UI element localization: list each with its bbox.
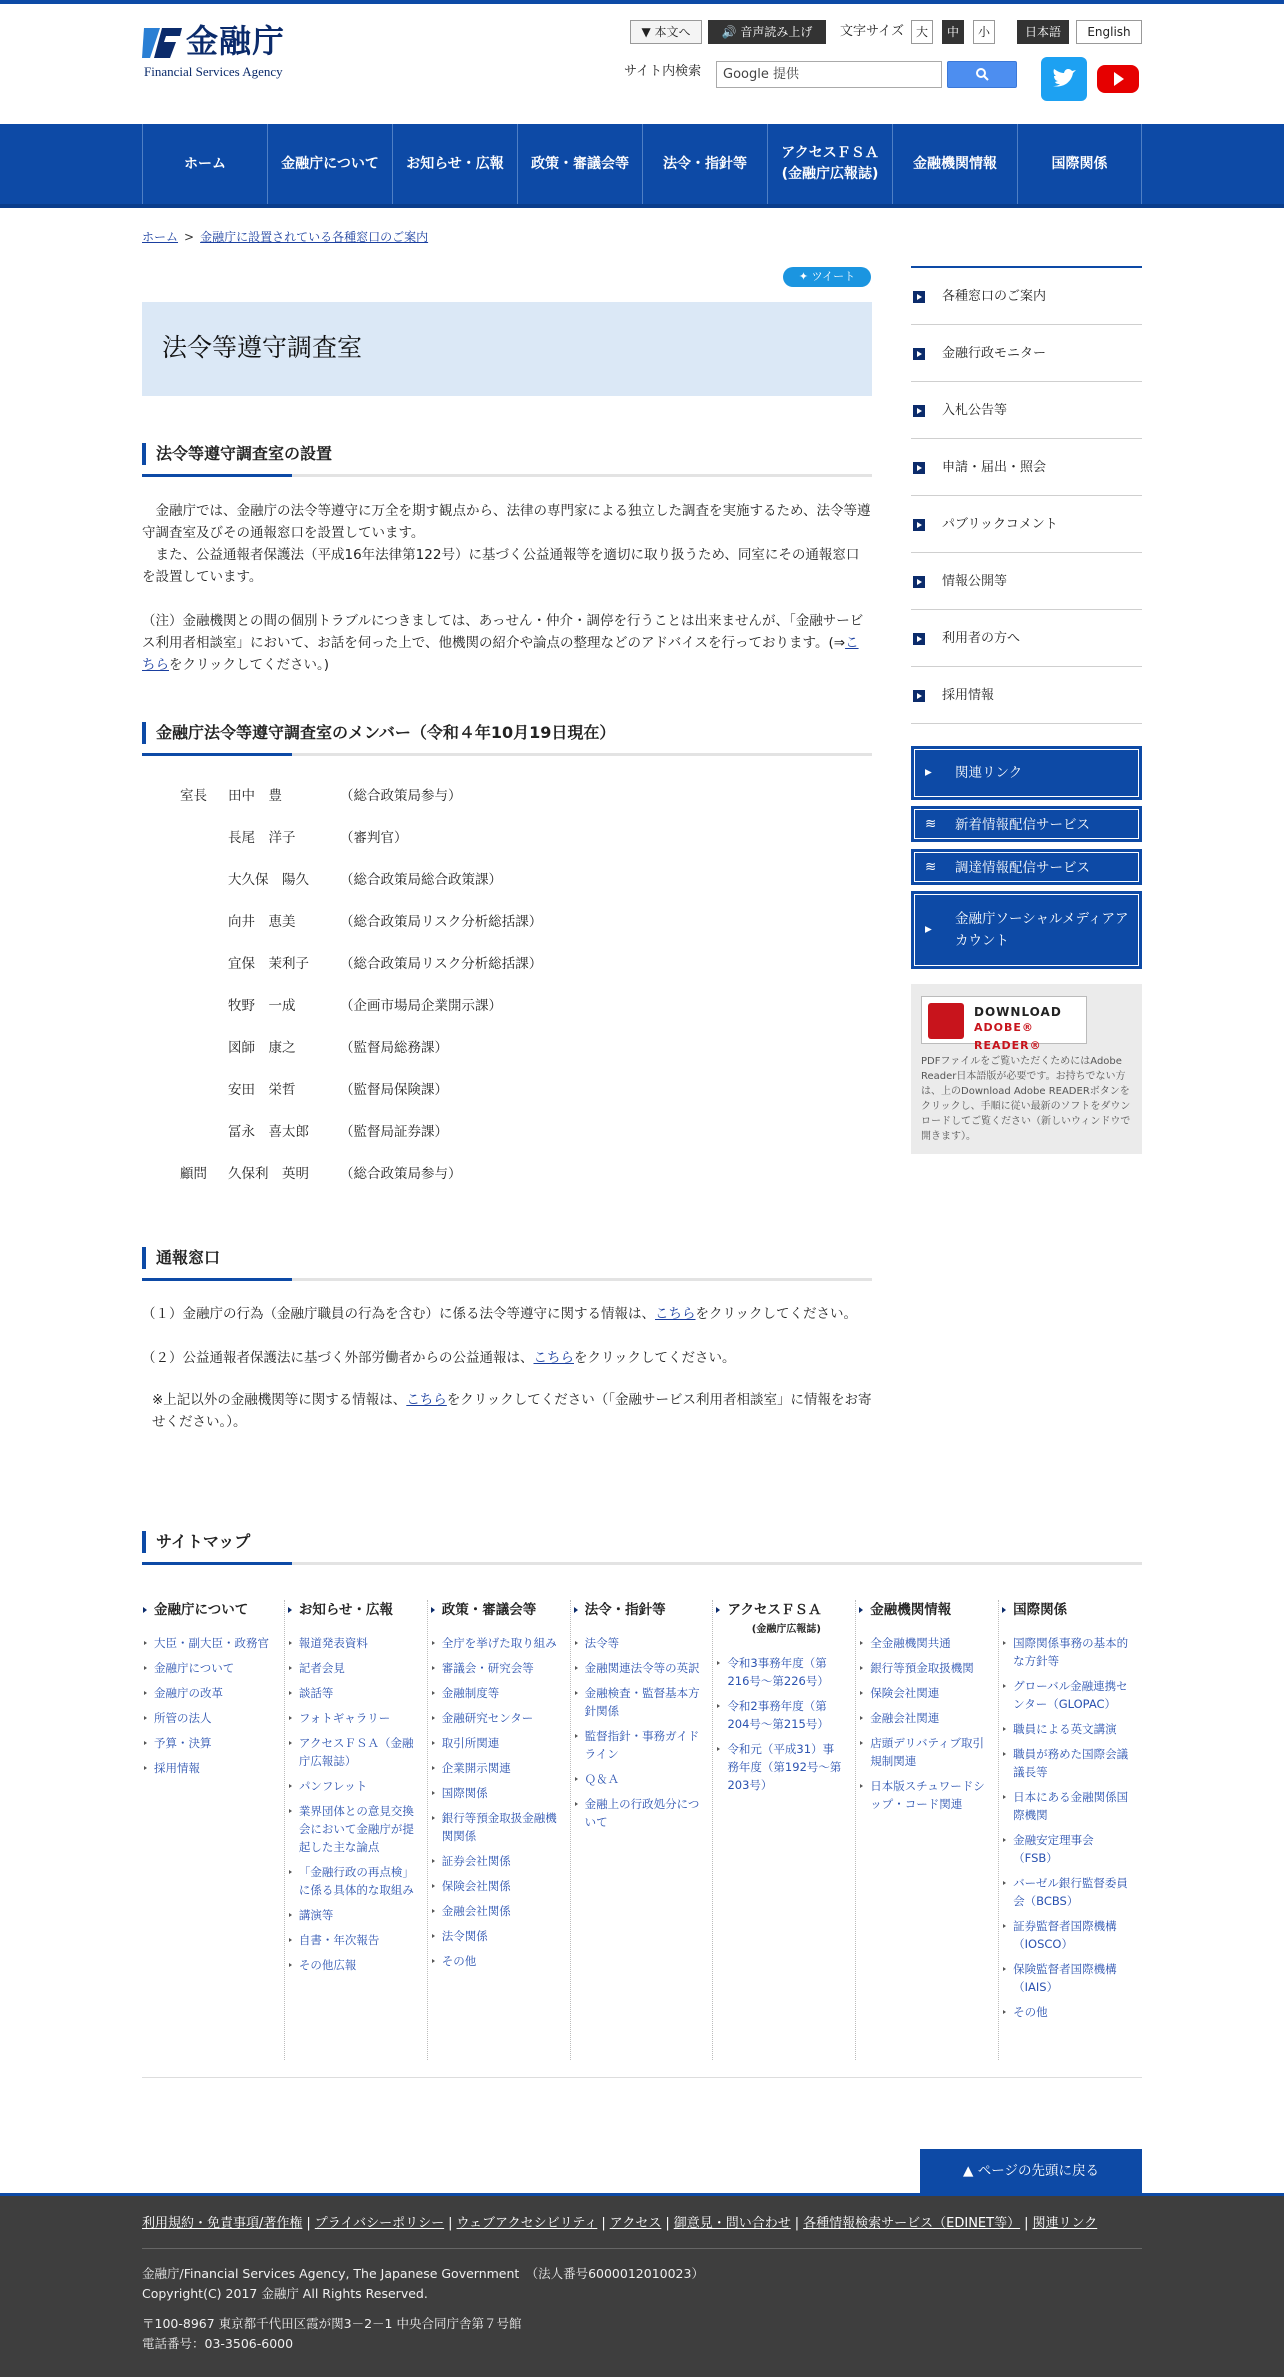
global-nav xyxy=(0,124,1284,208)
member-role: 室長 xyxy=(180,788,207,804)
member-role: 顧問 xyxy=(180,1166,207,1182)
sitemap-link[interactable]: 審議会・研究会等 xyxy=(430,1659,560,1677)
sitemap-link[interactable]: 日本にある金融関係国際機関 xyxy=(1001,1788,1132,1824)
lang-jp-button[interactable]: 日本語 xyxy=(1017,20,1069,44)
hotline-link-2[interactable]: こちら xyxy=(533,1350,574,1366)
member-position: （監督局証券課） xyxy=(340,1124,448,1140)
footer-link[interactable]: 利用規約・免責事項/著作権 xyxy=(142,2216,303,2231)
skip-to-content-button[interactable]: ▼ 本文へ xyxy=(630,20,702,44)
footer-link-separator: | xyxy=(448,2216,453,2231)
search-button[interactable] xyxy=(947,61,1017,88)
member-name: 長尾 洋子 xyxy=(228,830,296,846)
footer-link[interactable]: ウェブアクセシビリティ xyxy=(456,2216,598,2231)
sitemap-link[interactable]: 金融研究センター xyxy=(430,1709,560,1727)
footer-links xyxy=(142,2214,1097,2235)
sitemap-column xyxy=(428,1600,571,2060)
member-position: （総合政策局参与） xyxy=(340,788,462,804)
member-position: （総合政策局リスク分析総括課） xyxy=(340,914,543,930)
pdf-icon xyxy=(928,1003,964,1039)
sitemap-link[interactable]: グローバル金融連携センター（GLOPAC） xyxy=(1001,1677,1132,1713)
sitemap-link[interactable]: 企業開示関連 xyxy=(430,1759,560,1777)
search-input[interactable]: Google 提供 xyxy=(716,61,942,88)
sitemap-link[interactable]: バーゼル銀行監督委員会（BCBS） xyxy=(1001,1874,1132,1910)
sitemap-column-title[interactable]: 国際関係 xyxy=(1001,1600,1132,1620)
youtube-link[interactable] xyxy=(1095,57,1141,101)
sitemap-column-title[interactable]: 金融庁について xyxy=(142,1600,274,1620)
sitemap-link[interactable]: その他広報 xyxy=(287,1956,417,1974)
square-arrow-icon xyxy=(913,519,925,531)
sitemap-link[interactable]: 所管の法人 xyxy=(142,1709,274,1727)
footer-divider xyxy=(142,2248,1142,2249)
font-size-medium[interactable]: 中 xyxy=(942,20,964,44)
square-arrow-icon xyxy=(913,462,925,474)
sitemap-link[interactable]: フォトギャラリー xyxy=(287,1709,417,1727)
site-search-label: サイト内検索 xyxy=(624,64,702,79)
sitemap-link[interactable]: 令和2事務年度（第204号～第215号） xyxy=(715,1697,845,1733)
social-media-button[interactable]: ▸ 金融庁ソーシャルメディアアカウント xyxy=(911,891,1142,969)
sitemap-link[interactable]: 保険監督者国際機構（IAIS） xyxy=(1001,1960,1132,1996)
arrow-up-icon: ▲ xyxy=(963,2163,978,2179)
sitemap-link[interactable]: 令和元（平成31）事務年度（第192号～第203号） xyxy=(715,1740,845,1794)
sitemap-link[interactable]: 法令関係 xyxy=(430,1927,560,1945)
sitemap-link[interactable]: 全庁を挙げた取り組み xyxy=(430,1634,560,1652)
sitemap-column xyxy=(713,1600,856,2060)
font-size-label: 文字サイズ xyxy=(840,24,904,39)
footer-copyright: Copyright(C) 2017 金融庁 All Rights Reserved. xyxy=(142,2286,428,2301)
sitemap-column xyxy=(571,1600,714,2060)
member-name: 冨永 喜太郎 xyxy=(228,1124,309,1140)
footer-link[interactable]: プライバシーポリシー xyxy=(314,2216,445,2231)
sitemap-link[interactable]: 法令等 xyxy=(573,1634,703,1652)
sitemap-column xyxy=(285,1600,428,2060)
sidebar-item[interactable]: 利用者の方へ xyxy=(911,610,1142,667)
sitemap-link[interactable]: 記者会見 xyxy=(287,1659,417,1677)
sitemap-link[interactable]: 予算・決算 xyxy=(142,1734,274,1752)
member-position: （総合政策局リスク分析総括課） xyxy=(340,956,543,972)
square-arrow-icon xyxy=(913,576,925,588)
speaker-icon: 🔊 xyxy=(721,25,741,39)
sitemap-link[interactable]: 報道発表資料 xyxy=(287,1634,417,1652)
sitemap-column-title[interactable]: アクセスＦＳＡ (金融庁広報誌) xyxy=(715,1600,845,1640)
sitemap-link[interactable]: 金融庁の改革 xyxy=(142,1684,274,1702)
sitemap-column xyxy=(999,1600,1142,2060)
nav-access-fsa-label: アクセスＦＳＡ (金融庁広報誌) xyxy=(781,145,879,182)
page-title: 法令等遵守調査室 xyxy=(142,302,872,396)
youtube-icon xyxy=(1095,57,1141,101)
sitemap-column xyxy=(856,1600,999,2060)
square-arrow-icon: ▸ xyxy=(925,764,932,780)
section-heading-setup: 法令等遵守調査室の設置 xyxy=(142,443,872,477)
sitemap-link[interactable]: Ｑ＆Ａ xyxy=(573,1770,703,1788)
sitemap-columns xyxy=(142,1600,1142,2060)
sitemap-link[interactable]: 金融会社関係 xyxy=(430,1902,560,1920)
logo-text-en: Financial Services Agency xyxy=(144,64,283,79)
sitemap-link[interactable]: 全金融機関共通 xyxy=(858,1634,988,1652)
sitemap-link[interactable]: 講演等 xyxy=(287,1906,417,1924)
breadcrumb-separator: > xyxy=(184,230,195,244)
sitemap-link[interactable]: 保険会社関係 xyxy=(430,1877,560,1895)
member-position: （総合政策局総合政策課） xyxy=(340,872,502,888)
sitemap-link[interactable]: パンフレット xyxy=(287,1777,417,1795)
sitemap-column xyxy=(142,1600,285,2060)
news-service-button[interactable]: ≋ 新着情報配信サービス xyxy=(911,806,1142,842)
footer-agency-name: 金融庁/Financial Services Agency, The Japanese Government （法人番号6000012010023） xyxy=(142,2266,704,2281)
section-heading-members: 金融庁法令等遵守調査室のメンバー（令和４年10月19日現在） xyxy=(142,722,872,756)
member-name: 安田 栄哲 xyxy=(228,1082,296,1098)
read-aloud-button[interactable]: 🔊 音声読み上げ xyxy=(708,20,826,44)
sitemap-link[interactable]: 店頭デリバティブ取引規制関連 xyxy=(858,1734,988,1770)
logo-text-jp: 金融庁 xyxy=(186,22,286,60)
footer-link-separator: | xyxy=(665,2216,670,2231)
footer-link-separator: | xyxy=(794,2216,800,2231)
sitemap-link[interactable]: 金融制度等 xyxy=(430,1684,560,1702)
sidebar-item[interactable]: 採用情報 xyxy=(911,667,1142,724)
wifi-icon: ≋ xyxy=(925,816,937,832)
twitter-link[interactable] xyxy=(1041,57,1087,101)
footer-link[interactable]: 関連リンク xyxy=(1032,2216,1098,2231)
sitemap-link[interactable]: 銀行等預金取扱金融機関関係 xyxy=(430,1809,560,1845)
sitemap-link[interactable]: 銀行等預金取扱機関 xyxy=(858,1659,988,1677)
sitemap-link[interactable]: 採用情報 xyxy=(142,1759,274,1777)
sitemap-link[interactable]: 自書・年次報告 xyxy=(287,1931,417,1949)
search-icon xyxy=(948,62,1018,87)
nav-international[interactable]: 国際関係 xyxy=(1017,124,1142,204)
footer-phone: 電話番号：03-3506-6000 xyxy=(142,2336,294,2351)
member-name: 宜保 茉利子 xyxy=(228,956,309,972)
footer xyxy=(0,2193,1284,2377)
tweet-button[interactable]: ✦ ツイート xyxy=(783,267,871,287)
sitemap-link[interactable]: 証券会社関係 xyxy=(430,1852,560,1870)
sidebar-item[interactable]: 入札公告等 xyxy=(911,382,1142,439)
member-name: 大久保 陽久 xyxy=(228,872,309,888)
hotline-link-3[interactable]: こちら xyxy=(406,1392,447,1408)
setup-paragraph-1: 金融庁では、金融庁の法令等遵守に万全を期す観点から、法律の専門家による独立した調査を実施するため、法令等遵守調査室及びその通報窓口を設置しています。 xyxy=(142,503,871,541)
square-arrow-icon: ▸ xyxy=(925,921,932,937)
section-heading-hotline: 通報窓口 xyxy=(142,1247,872,1281)
breadcrumb-home[interactable]: ホーム xyxy=(142,230,179,244)
breadcrumb xyxy=(142,228,428,247)
related-links-button[interactable]: ▸ 関連リンク xyxy=(911,746,1142,800)
sitemap-link[interactable]: その他 xyxy=(1001,2003,1132,2021)
footer-link[interactable]: 御意見・問い合わせ xyxy=(673,2216,791,2231)
font-size-small[interactable]: 小 xyxy=(973,20,995,44)
sitemap-link[interactable]: 日本版スチュワードシップ・コード関連 xyxy=(858,1777,988,1813)
footer-link[interactable]: アクセス xyxy=(609,2216,662,2231)
sitemap-column-title[interactable]: 政策・審議会等 xyxy=(430,1600,560,1620)
member-position: （企画市場局企業開示課） xyxy=(340,998,502,1014)
member-position: （監督局総務課） xyxy=(340,1040,448,1056)
sitemap-link[interactable]: 業界団体との意見交換会において金融庁が提起した主な論点 xyxy=(287,1802,417,1856)
breadcrumb-current[interactable]: 金融庁に設置されている各種窓口のご案内 xyxy=(200,230,429,244)
member-position: （審判官） xyxy=(340,830,408,846)
nav-policy[interactable]: 政策・審議会等 xyxy=(517,124,642,204)
square-arrow-icon xyxy=(913,291,925,303)
adobe-reader-box xyxy=(911,984,1142,1154)
sitemap-link[interactable]: 国際関係 xyxy=(430,1784,560,1802)
twitter-icon xyxy=(1041,57,1087,101)
nav-laws[interactable]: 法令・指針等 xyxy=(642,124,767,204)
triangle-down-icon: ▼ xyxy=(641,25,655,39)
sitemap-link[interactable]: 金融庁について xyxy=(142,1659,274,1677)
sitemap-link[interactable]: 金融会社関連 xyxy=(858,1709,988,1727)
sitemap-link[interactable]: 金融安定理事会（FSB） xyxy=(1001,1831,1132,1867)
nav-home[interactable]: ホーム xyxy=(142,124,267,204)
lang-en-button[interactable]: English xyxy=(1076,20,1142,44)
footer-link-separator: | xyxy=(601,2216,606,2231)
member-position: （監督局保険課） xyxy=(340,1082,448,1098)
sitemap-link[interactable]: 証券監督者国際機構（IOSCO） xyxy=(1001,1917,1132,1953)
fsa-logo[interactable] xyxy=(142,22,312,80)
sitemap-link[interactable]: 職員による英文講演 xyxy=(1001,1720,1132,1738)
sitemap-link[interactable]: 令和3事務年度（第216号～第226号） xyxy=(715,1654,845,1690)
footer-link[interactable]: 各種情報検索サービス（EDINET等） xyxy=(803,2216,1021,2231)
sitemap-link[interactable]: 保険会社関連 xyxy=(858,1684,988,1702)
footer-link-separator: | xyxy=(306,2216,311,2231)
sitemap-column-title[interactable]: お知らせ・広報 xyxy=(287,1600,417,1620)
member-position: （総合政策局参与） xyxy=(340,1166,462,1182)
sitemap-link[interactable]: 取引所関連 xyxy=(430,1734,560,1752)
sitemap-link[interactable]: 談話等 xyxy=(287,1684,417,1702)
sidebar-item[interactable]: パブリックコメント xyxy=(911,496,1142,553)
member-name: 牧野 一成 xyxy=(228,998,296,1014)
divider xyxy=(142,2077,1142,2078)
sidebar-menu xyxy=(911,266,1142,724)
member-name: 久保利 英明 xyxy=(228,1166,309,1182)
adobe-reader-text: PDFファイルをご覧いただくためにはAdobe Reader日本語版が必要です。お持ちでない方は、上のDownload Adobe READERボタンをクリックし、手順に従い最新のソフトをダウンロードしてご覧ください（新しいウィンドウで開きます）。 xyxy=(921,1056,1131,1142)
nav-about[interactable]: 金融庁について xyxy=(267,124,392,204)
sitemap-column-title[interactable]: 金融機関情報 xyxy=(858,1600,988,1620)
sidebar-item[interactable]: 情報公開等 xyxy=(911,553,1142,610)
sitemap-column-title[interactable]: 法令・指針等 xyxy=(573,1600,703,1620)
hotline-line-2: （２）公益通報者保護法に基づく外部労働者からの公益通報は、こちらをクリックしてください。 xyxy=(142,1350,736,1366)
sidebar-item[interactable]: 各種窓口のご案内 xyxy=(911,268,1142,325)
sitemap-link[interactable]: 金融上の行政処分について xyxy=(573,1795,703,1831)
hotline-link-1[interactable]: こちら xyxy=(655,1306,696,1322)
twitter-bird-icon: ✦ xyxy=(798,270,812,283)
square-arrow-icon xyxy=(913,405,925,417)
footer-link-separator: | xyxy=(1024,2216,1029,2231)
member-name: 向井 恵美 xyxy=(228,914,296,930)
member-name: 田中 豊 xyxy=(228,788,282,804)
sitemap-link[interactable]: 国際関係事務の基本的な方針等 xyxy=(1001,1634,1132,1670)
square-arrow-icon xyxy=(913,633,925,645)
square-arrow-icon xyxy=(913,690,925,702)
nav-institutions[interactable]: 金融機関情報 xyxy=(892,124,1017,204)
sitemap-link[interactable]: 金融関連法令等の英訳 xyxy=(573,1659,703,1677)
sidebar-item[interactable]: 申請・届出・照会 xyxy=(911,439,1142,496)
page-top-button[interactable]: ▲ ページの先頭に戻る xyxy=(920,2149,1142,2193)
sitemap-link[interactable]: アクセスＦＳＡ（金融庁広報誌） xyxy=(287,1734,417,1770)
sitemap-link[interactable]: 職員が務めた国際会議議長等 xyxy=(1001,1745,1132,1781)
section-heading-sitemap: サイトマップ xyxy=(142,1531,1142,1565)
nav-news[interactable]: お知らせ・広報 xyxy=(392,124,517,204)
top-accent-line xyxy=(0,0,1284,4)
sitemap-link[interactable]: 「金融行政の再点検」に係る具体的な取組み xyxy=(287,1863,417,1899)
setup-paragraph-2: また、公益通報者保護法（平成16年法律第122号）に基づく公益通報等を適切に取り扱うため、同室にその通報窓口を設置しています。 xyxy=(142,547,860,585)
font-size-large[interactable]: 大 xyxy=(911,20,933,44)
hotline-line-1: （１）金融庁の行為（金融庁職員の行為を含む）に係る法令等遵守に関する情報は、こちらをクリックしてください。 xyxy=(142,1306,857,1322)
download-adobe-reader-button[interactable]: DOWNLOAD ADOBE® READER® xyxy=(921,996,1087,1044)
member-name: 図師 康之 xyxy=(228,1040,296,1056)
sitemap-link[interactable]: 監督指針・事務ガイドライン xyxy=(573,1727,703,1763)
procurement-service-button[interactable]: ≋ 調達情報配信サービス xyxy=(911,849,1142,885)
sitemap-link[interactable]: 金融検査・監督基本方針関係 xyxy=(573,1684,703,1720)
hotline-line-3: ※上記以外の金融機関等に関する情報は、こちらをクリックしてください（「金融サービス利用者相談室」に情報をお寄せください。）。 xyxy=(152,1392,872,1430)
square-arrow-icon xyxy=(913,348,925,360)
consultation-link[interactable]: こちら xyxy=(142,635,859,673)
setup-note: （注）金融機関との間の個別トラブルにつきましては、あっせん・仲介・調停を行うことは出来ませんが、「金融サービス利用者相談室」において、お話を伺った上で、他機関の紹介や論点の整理などのアドバイスを行っております。(⇒こちらをクリックしてください。) xyxy=(142,613,864,673)
nav-access-fsa[interactable] xyxy=(767,124,892,204)
sitemap-link[interactable]: 大臣・副大臣・政務官 xyxy=(142,1634,274,1652)
fsa-logo-mark-icon xyxy=(142,24,184,62)
footer-address: 〒100-8967 東京都千代田区霞が関3－2－1 中央合同庁舎第７号館 xyxy=(142,2316,522,2331)
sitemap-link[interactable]: その他 xyxy=(430,1952,560,1970)
wifi-icon: ≋ xyxy=(925,859,937,875)
sidebar-item[interactable]: 金融行政モニター xyxy=(911,325,1142,382)
